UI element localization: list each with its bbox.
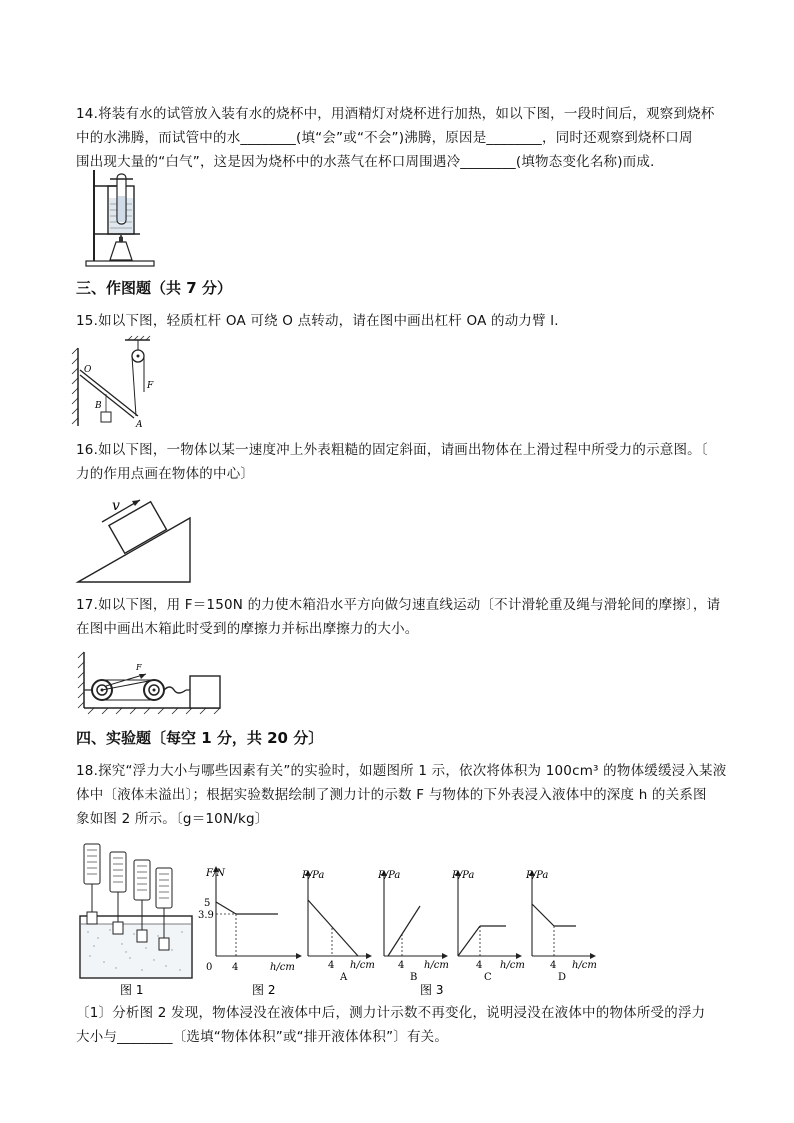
q15-label-f: F — [147, 381, 154, 391]
graph-b-y-label: P/Pa — [378, 870, 401, 881]
section-4-heading: 四、实验题〔每空 1 分，共 20 分〕 — [76, 729, 324, 747]
q17-line-2: 在图中画出木箱此时受到的摩擦力并标出摩擦力的大小。 — [76, 621, 419, 637]
q15-figure-lever-pulley — [70, 336, 170, 430]
q14-line-3: 围出现大量的“白气”，这是因为烧杯中的水蒸气在杯口周围遇冷________(填物态变化名称)而成． — [76, 154, 664, 170]
graph-a-y-label: P/Pa — [302, 870, 325, 881]
q15-label-a: A — [136, 420, 143, 430]
q16-line-2: 力的作用点画在物体的中心〕 — [76, 466, 255, 482]
graph-a-option: A — [340, 972, 348, 983]
q18-sub1-line-2: 大小与________〔选填“物体体积”或“排开液体体积”〕有关。 — [76, 1029, 449, 1045]
q18-line-2: 体中〔液体未溢出〕；根据实验数据绘制了测力计的示数 F 与物体的下外表浸入液体中的深度 h 的关系图 — [76, 787, 707, 803]
q18-line-1: 18.探究“浮力大小与哪些因素有关”的实验时，如题图所 1 示，依次将体积为 100cm³ 的物体缓缓浸入某液 — [76, 763, 727, 779]
q17-figure-pulley-box — [78, 650, 224, 716]
graph-a-tick-4: 4 — [328, 960, 335, 971]
graph2-tick-0: 0 — [206, 962, 213, 973]
q16-figure-incline — [76, 488, 194, 586]
q18-figure-3-graph-d — [520, 858, 602, 988]
graph-c-y-label: P/Pa — [452, 870, 475, 881]
graph-c-tick-4: 4 — [476, 960, 483, 971]
graph-a-x-label: h/cm — [350, 960, 375, 971]
q16-line-1: 16.如以下图，一物体以某一速度冲上外表粗糙的固定斜面，请画出物体在上滑过程中所受力的示意图。〔 — [76, 442, 708, 458]
q16-label-v: v — [112, 498, 120, 514]
graph-d-tick-4: 4 — [550, 960, 557, 971]
q15-label-o: O — [84, 365, 92, 375]
graph2-tick-3.9: 3.9 — [198, 910, 214, 921]
graph2-x-label: h/cm — [270, 962, 295, 973]
q18-figure-3-graph-a — [296, 858, 378, 988]
graph-c-x-label: h/cm — [500, 960, 525, 971]
graph-c-option: C — [484, 972, 492, 983]
graph2-y-label: F/N — [206, 868, 226, 879]
graph-b-tick-4: 4 — [398, 960, 405, 971]
graph2-tick-5: 5 — [204, 898, 211, 909]
q17-label-f: F — [136, 663, 142, 672]
spring-scale-1 — [84, 844, 100, 924]
q18-figure-2-graph — [196, 858, 306, 1000]
q15-label-b: B — [95, 401, 102, 411]
q18-sub1-line-1: 〔1〕分析图 2 发现，物体浸没在液体中后，测力计示数不再变化，说明浸没在液体中的物体所受的浮力 — [76, 1005, 706, 1021]
q18-figure-3-graph-b — [372, 858, 454, 988]
q18-figure-1-spring-scales — [76, 840, 196, 1000]
q18-figure-3-caption: 图 3 — [420, 983, 444, 997]
q17-line-1: 17.如以下图，用 F＝150N 的力使木箱沿水平方向做匀速直线运动〔不计滑轮重及绳与滑轮间的摩擦〕，请 — [76, 597, 721, 613]
spring-scale-2 — [110, 852, 126, 934]
q18-figure-1-caption: 图 1 — [120, 983, 144, 997]
q15-line-1: 15.如以下图，轻质杠杆 OA 可绕 O 点转动，请在图中画出杠杆 OA 的动力臂 l. — [76, 313, 559, 329]
graph-d-x-label: h/cm — [572, 960, 597, 971]
graph-d-y-label: P/Pa — [526, 870, 549, 881]
graph-d-option: D — [558, 972, 567, 983]
q18-line-3: 象如图 2 所示。〔g＝10N/kg〕 — [76, 811, 269, 827]
section-3-heading: 三、作图题（共 7 分） — [76, 279, 232, 297]
graph2-tick-4: 4 — [232, 962, 239, 973]
q14-line-1: 14.将装有水的试管放入装有水的烧杯中，用酒精灯对烧杯进行加热，如以下图，一段时间后，观察到烧杯 — [76, 106, 715, 122]
graph-b-option: B — [410, 972, 418, 983]
q14-line-2: 中的水沸腾，而试管中的水________(填“会”或“不会”)沸腾，原因是________，同时还观察到烧杯口周 — [76, 130, 693, 146]
graph-b-x-label: h/cm — [424, 960, 449, 971]
q18-figure-2-caption: 图 2 — [252, 983, 276, 997]
q18-figure-3-graph-c — [420, 858, 528, 1000]
q14-figure-beaker-apparatus — [80, 168, 160, 270]
